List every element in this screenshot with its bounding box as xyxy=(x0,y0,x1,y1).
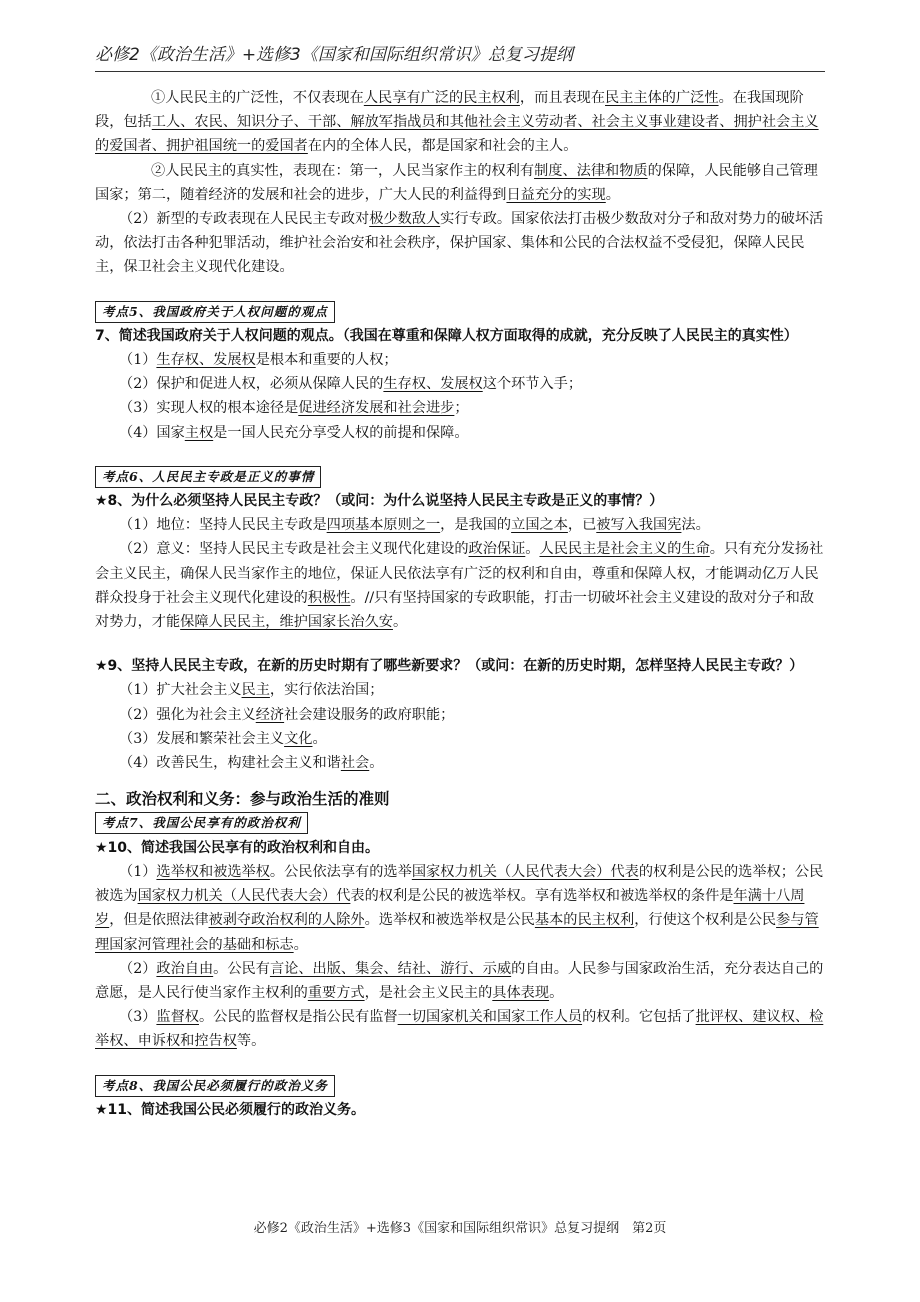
answer-item: （1）地位：坚持人民民主专政是四项基本原则之一，是我国的立国之本，已被写入我国宪法。 xyxy=(119,517,710,534)
question-8: ★8、为什么必须坚持人民民主专政？（或问：为什么说坚持人民民主专政是正义的事情？） xyxy=(95,493,664,510)
exam-point-6-box: 考点6、人民民主专政是正义的事情 xyxy=(95,466,321,488)
document-body xyxy=(95,86,825,1122)
section-2-heading: 二、政治权利和义务：参与政治生活的准则 xyxy=(95,790,390,809)
page-header: 必修2《政治生活》+选修3《国家和国际组织常识》总复习提纲 xyxy=(95,40,825,72)
answer-item: （4）国家主权是一国人民充分享受人权的前提和保障。 xyxy=(119,424,469,441)
answer-item: （1）扩大社会主义民主，实行依法治国； xyxy=(119,682,384,699)
answer-item: （2）强化为社会主义经济社会建设服务的政府职能； xyxy=(119,706,455,723)
answer-item: （4）改善民生，构建社会主义和谐社会。 xyxy=(119,755,384,772)
question-11: ★11、简述我国公民必须履行的政治义务。 xyxy=(95,1101,366,1118)
answer-item: （3）实现人权的根本途径是促进经济发展和社会进步； xyxy=(119,400,469,417)
exam-point-7-box: 考点7、我国公民享有的政治权利 xyxy=(95,812,308,834)
answer-item: （2）保护和促进人权，必须从保障人民的生存权、发展权这个环节入手； xyxy=(119,376,583,393)
paragraph-dictatorship: （2）新型的专政表现在人民民主专政对极少数敌人实行专政。国家依法打击极少数敌对分子和敌对势力的破坏活动，依法打击各种犯罪活动，维护社会治安和社会秩序，保护国家、集体和公民的合法权益不受侵犯，保障人民民主，保卫社会主义现代化建设。 xyxy=(95,211,824,276)
paragraph-authenticity: ②人民民主的真实性，表现在：第一，人民当家作主的权利有制度、法律和物质的保障，人民能够自己管理国家；第二，随着经济的发展和社会的进步，广大人民的利益得到日益充分的实现。 xyxy=(95,162,818,203)
answer-item: （2）政治自由。公民有言论、出版、集会、结社、游行、示威的自由。人民参与国家政治生活，充分表达自己的意愿，是人民行使当家作主权利的重要方式，是社会主义民主的具体表现。 xyxy=(95,960,824,1001)
answer-item: （1）选举权和被选举权。公民依法享有的选举国家权力机关（人民代表大会）代表的权利是公民的选举权；公民被选为国家权力机关（人民代表大会）代表的权利是公民的被选举权。享有选举权和被选举权的条件是年满十八周岁，但是依照法律被剥夺政治权利的人除外。选举权和被选举权是公民基本的民主权利，行使这个权利是公民参与管理国家河管理社会的基础和标志。 xyxy=(95,863,824,953)
answer-item: （2）意义：坚持人民民主专政是社会主义现代化建设的政治保证。人民民主是社会主义的生命。只有充分发扬社会主义民主，确保人民当家作主的地位，保证人民依法享有广泛的权利和自由，尊重和保障人权，才能调动亿万人民群众投身于社会主义现代化建设的积极性。//只有坚持国家的专政职能，打击一切破坏社会主义建设的敌对分子和敌对势力，才能保障人民民主，维护国家长治久安。 xyxy=(95,541,824,631)
exam-point-5-box: 考点5、我国政府关于人权问题的观点 xyxy=(95,301,335,323)
question-9: ★9、坚持人民民主专政，在新的历史时期有了哪些新要求？（或问：在新的历史时期，怎样坚持人民民主专政？） xyxy=(95,658,804,675)
page-footer: 必修2《政治生活》+选修3《国家和国际组织常识》总复习提纲 第2页 xyxy=(253,1221,667,1236)
answer-item: （3）监督权。公民的监督权是指公民有监督一切国家机关和国家工作人员的权利。它包括了批评权、建议权、检举权、申诉权和控告权等。 xyxy=(95,1009,824,1050)
exam-point-8-box: 考点8、我国公民必须履行的政治义务 xyxy=(95,1075,335,1097)
question-7: 7、简述我国政府关于人权问题的观点。（我国在尊重和保障人权方面取得的成就，充分反映了人民民主的真实性） xyxy=(95,327,798,344)
answer-item: （3）发展和繁荣社会主义文化。 xyxy=(119,730,327,747)
paragraph-breadth: ①人民民主的广泛性，不仅表现在人民享有广泛的民主权利，而且表现在民主主体的广泛性。在我国现阶段，包括工人、农民、知识分子、干部、解放军指战员和其他社会主义劳动者、社会主义事业建设者、拥护社会主义的爱国者、拥护祖国统一的爱国者在内的全体人民，都是国家和社会的主人。 xyxy=(95,90,819,155)
question-10: ★10、简述我国公民享有的政治权利和自由。 xyxy=(95,839,380,856)
answer-item: （1）生存权、发展权是根本和重要的人权； xyxy=(119,352,398,369)
